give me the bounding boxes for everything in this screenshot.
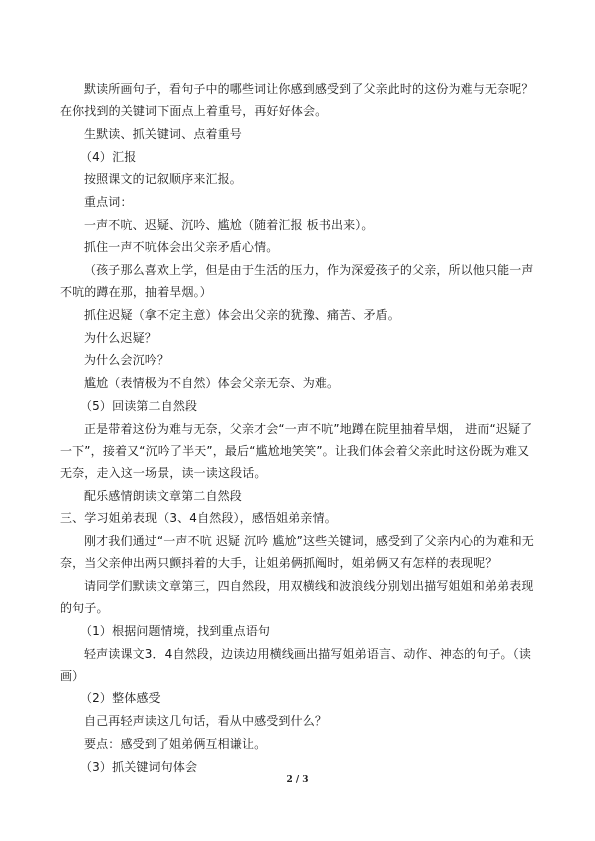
paragraph: 抓住迟疑（拿不定主意）体会出父亲的犹豫、痛苦、矛盾。 bbox=[84, 308, 400, 323]
paragraph: 重点词： bbox=[84, 195, 133, 210]
paragraph: 为什么会沉吟？ bbox=[84, 353, 170, 368]
document-body bbox=[60, 78, 540, 778]
page-number: 2 / 3 bbox=[286, 775, 309, 785]
paragraph: （5）回读第二自然段 bbox=[80, 398, 198, 413]
paragraph: （孩子那么喜欢上学，但是由于生活的压力，作为深爱孩子的父亲，所以他只能一声不吭的蹲在那，抽着旱烟。） bbox=[60, 263, 534, 300]
paragraph: 默读所画句子，看句子中的哪些词让你感到感受到了父亲此时的这份为难与无奈呢？在你找到的关键词下面点上着重号，再好好体会。 bbox=[60, 82, 534, 119]
paragraph: （2）整体感受 bbox=[80, 691, 161, 706]
paragraph: 三、学习姐弟表现（3、4自然段），感悟姐弟亲情。 bbox=[60, 511, 337, 526]
paragraph: （1）根据问题情境，找到重点语句 bbox=[80, 623, 271, 638]
paragraph: 正是带着这份为难与无奈，父亲才会“一声不吭”地蹲在院里抽着旱烟， 进而“迟疑了一下”，接着又“沉吟了半天”，最后“尴尬地笑笑”。让我们体会着父亲此时这份既为难又无奈，走入这一场景，读一读这段话。 bbox=[60, 421, 533, 480]
paragraph: 为什么迟疑？ bbox=[84, 330, 157, 345]
paragraph: 配乐感情朗读文章第二自然段 bbox=[84, 488, 242, 503]
paragraph: 请同学们默读文章第三，四自然段，用双横线和波浪线分别划出描写姐姐和弟弟表现的句子。 bbox=[60, 578, 534, 616]
paragraph: 尴尬（表情极为不自然）体会父亲无奈、为难。 bbox=[84, 376, 340, 391]
paragraph: 要点：感受到了姐弟俩互相谦让。 bbox=[84, 736, 267, 751]
paragraph: 刚才我们通过“一声不吭 迟疑 沉吟 尴尬”这些关键词，感受到了父亲内心的为难和无奈，当父亲伸出两只颤抖着的大手，让姐弟俩抓阄时，姐弟俩又有怎样的表现呢？ bbox=[60, 534, 534, 571]
paragraph: 一声不吭、迟疑、沉吟、尴尬（随着汇报 板书出来）。 bbox=[84, 217, 374, 232]
paragraph: （4）汇报 bbox=[80, 149, 137, 164]
paragraph: 自己再轻声读这几句话，看从中感受到什么？ bbox=[84, 714, 328, 729]
paragraph: 生默读、抓关键词、点着重号 bbox=[84, 126, 242, 141]
paragraph: 抓住一声不吭体会出父亲矛盾心情。 bbox=[84, 240, 279, 255]
paragraph: 按照课文的记叙顺序来汇报。 bbox=[84, 172, 242, 187]
paragraph: 轻声读课文3．4自然段，边读边用横线画出描写姐弟语言、动作、神态的句子。（读画） bbox=[60, 646, 531, 683]
paragraph: （3）抓关键词句体会 bbox=[80, 759, 198, 774]
